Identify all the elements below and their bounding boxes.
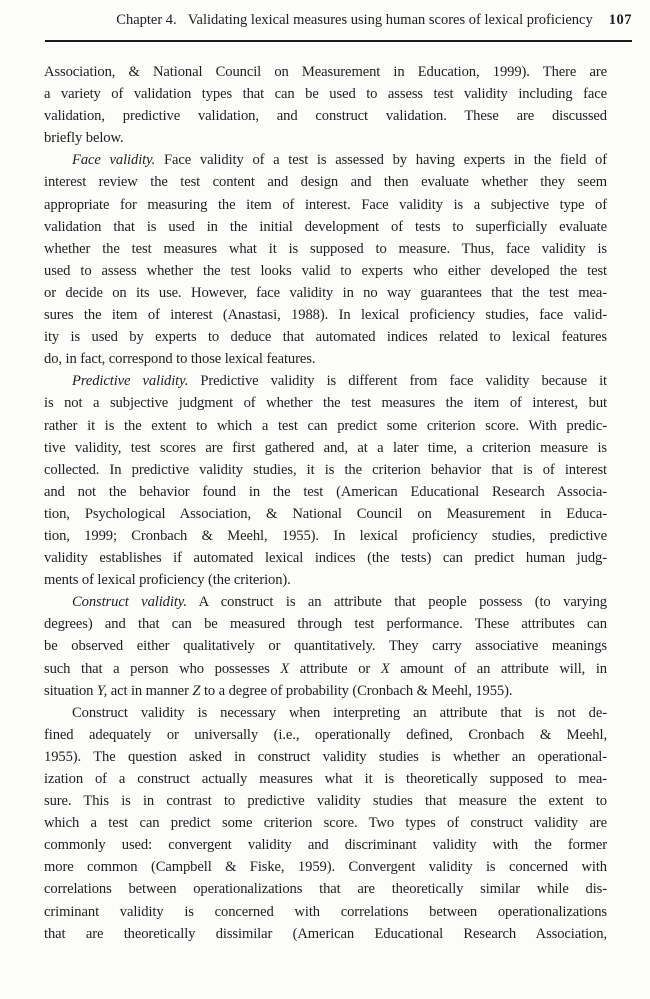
paragraph-1: [44, 61, 607, 149]
text-line: be observed either qualitatively or quantitatively. They carry associative meanings: [44, 638, 607, 655]
text-line: whether the test measures what it is supposed to measure. Thus, face validity is: [44, 240, 607, 257]
text-line: sure. This is in contrast to predictive validity studies that measure the extent to: [44, 793, 607, 810]
paragraph-5: [44, 702, 607, 945]
text-line: fined adequately or universally (i.e., operationally defined, Cronbach & Meehl,: [44, 726, 607, 743]
chapter-title: Validating lexical measures using human scores of lexical proficiency: [187, 12, 593, 28]
paragraph-3: [44, 370, 607, 591]
text-line: a variety of validation types that can be used to assess test validity including face: [44, 86, 607, 103]
text-line: commonly used: convergent validity and discriminant validity with the former: [44, 837, 607, 854]
text-line: criminant validity is concerned with correlations between operationalizations: [44, 903, 607, 920]
text-line: Construct validity is necessary when interpreting an attribute that is not de-: [72, 704, 607, 721]
chapter-label: Chapter 4.: [116, 12, 177, 28]
text-line: rather it is the extent to which a test can predict some criterion score. With predic-: [44, 417, 607, 434]
text-line: tive validity, test scores are first gathered and, at a later time, a criterion measure is: [44, 439, 607, 456]
text-line: ization of a construct actually measures what it is theoretically supposed to mea-: [44, 771, 607, 787]
running-header: [45, 11, 632, 29]
text-line: do, in fact, correspond to those lexical features.: [44, 351, 316, 368]
text-line: appropriate for measuring the item of interest. Face validity is a subjective type of: [44, 196, 607, 213]
text-line: 1955). The question asked in construct validity studies is whether an operational-: [44, 748, 607, 765]
text-line: Construct validity. A construct is an attribute that people possess (to varying: [72, 594, 607, 611]
text-line: degrees) and that can be measured through test performance. These attributes can: [44, 616, 607, 633]
text-line: briefly below.: [44, 130, 124, 147]
text-line: used to assess whether the test looks valid to experts who either developed the test: [44, 262, 607, 279]
text-line: situation Y, act in manner Z to a degree of probability (Cronbach & Meehl, 1955).: [44, 682, 513, 699]
text-line: or decide on its use. However, face validity in no way guarantees that the test mea-: [44, 284, 607, 301]
text-line: which a test can predict some criterion score. Two types of construct validity are: [44, 815, 607, 832]
text-line: collected. In predictive validity studies, it is the criterion behavior that is of interest: [44, 461, 607, 478]
text-line: interest review the test content and design and then evaluate whether they seem: [44, 174, 607, 191]
paragraph-2: [44, 149, 607, 370]
header-rule: [45, 40, 632, 42]
text-line: tion, 1999; Cronbach & Meehl, 1955). In lexical proficiency studies, predictive: [44, 527, 607, 544]
text-line: ments of lexical proficiency (the criterion).: [44, 572, 291, 589]
text-line: Predictive validity. Predictive validity is different from face validity because it: [72, 373, 607, 390]
text-line: that are theoretically dissimilar (American Educational Research Association,: [44, 925, 607, 942]
text-line: correlations between operationalizations that are theoretically similar while dis-: [44, 881, 607, 898]
text-line: tion, Psychological Association, & National Council on Measurement in Educa-: [44, 505, 607, 522]
text-line: sures the item of interest (Anastasi, 1988). In lexical proficiency studies, face valid-: [44, 307, 607, 324]
text-line: more common (Campbell & Fiske, 1959). Convergent validity is concerned with: [44, 859, 607, 876]
text-line: is not a subjective judgment of whether the test measures the item of interest, but: [44, 395, 607, 412]
text-line: such that a person who possesses X attribute or X amount of an attribute will, in: [44, 660, 607, 677]
paragraph-4: [44, 591, 607, 701]
text-line: Association, & National Council on Measurement in Education, 1999). There are: [44, 64, 607, 80]
text-line: validation that is used in the initial development of tests to superficially evaluate: [44, 218, 607, 235]
text-line: Face validity. Face validity of a test is assessed by having experts in the field of: [72, 152, 607, 169]
text-line: validation, predictive validation, and construct validation. These are discussed: [44, 108, 607, 125]
page-number: 107: [608, 12, 632, 28]
body-text: [44, 61, 607, 945]
text-line: validity establishes if automated lexical indices (the tests) can predict human judg-: [44, 550, 607, 567]
text-line: and not the behavior found in the test (American Educational Research Associa-: [44, 483, 607, 500]
text-line: ity is used by experts to deduce that automated indices related to lexical features: [44, 329, 607, 346]
